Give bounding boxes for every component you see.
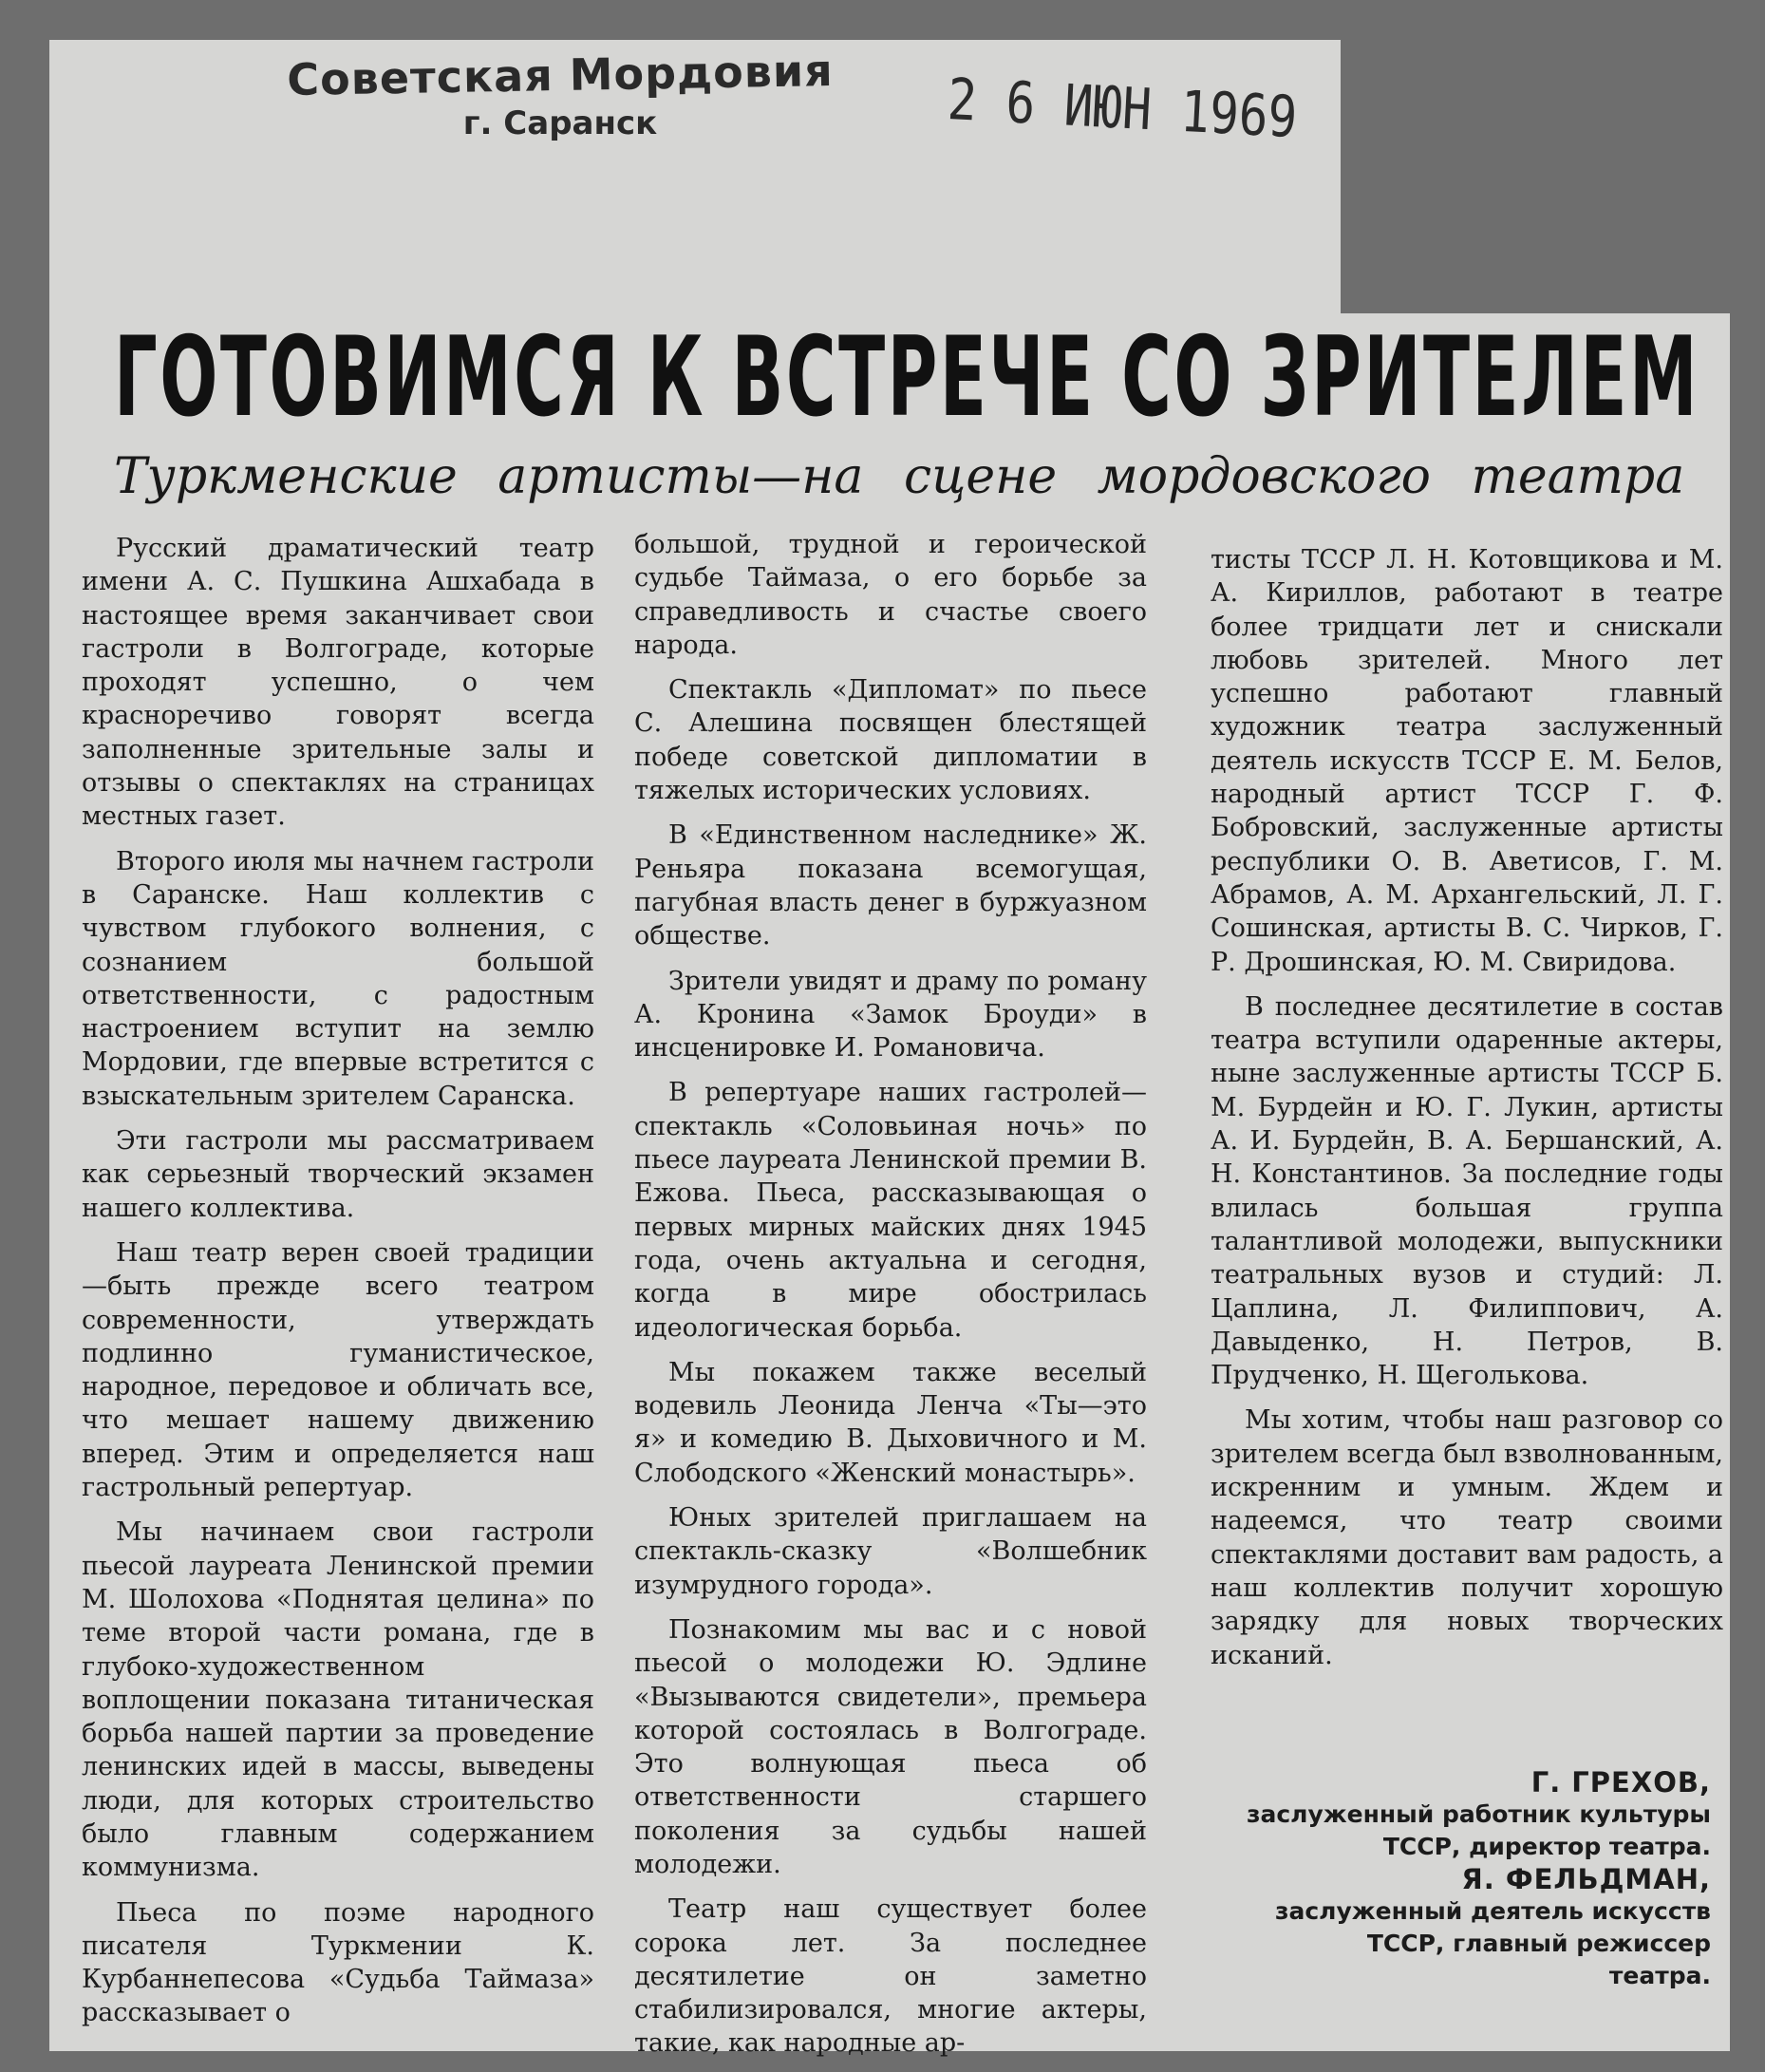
article-column-2 (634, 528, 1147, 2072)
paragraph: Русский драматический театр имени А. С. Пушкина Ашхабада в настоящее время заканчивает свои гастроли в Волгограде, которые проходят успешно, о чем красноречиво говорят всегда заполненные зрительные залы и отзывы о спектаклях на страницах местных газет. (82, 534, 594, 832)
paragraph: В «Единственном наследнике» Ж. Реньяра показана всемогущая, пагубная власть денег в буржуазном обществе. (634, 820, 1147, 951)
date-stamp: 2 6 ИЮН 1969 (946, 66, 1299, 152)
article-headline: ГОТОВИМСЯ К ВСТРЕЧЕ СО ЗРИТЕЛЕМ (114, 313, 1700, 442)
author-title: театра. (1608, 1962, 1711, 1989)
paragraph: Мы покажем также веселый водевиль Леонида Ленча «Ты—это я» и комедию В. Дыховичного и М. Слободского «Женский монастырь». (634, 1357, 1147, 1488)
newspaper-city: г. Саранск (462, 104, 658, 142)
paragraph: Театр наш существует более сорока лет. За последнее десятилетие он заметно стабилизировался, многие актеры, такие, как народные ар- (634, 1894, 1147, 2059)
paragraph: Зрители увидят и драму по роману А. Кронина «Замок Броуди» в инсценировке И. Романовича. (634, 966, 1147, 1064)
paragraph: Наш театр верен своей традиции—быть прежде всего театром современности, утверждать подлинно гуманистическое, народное, передовое и обличать все, что мешает нашему движению вперед. Этим и определяется наш гастрольный репертуар. (82, 1237, 594, 1503)
paragraph: Спектакль «Дипломат» по пьесе С. Алешина посвящен блестящей победе советской дипломатии в тяжелых исторических условиях. (634, 675, 1147, 806)
paragraph: тисты ТССР Л. Н. Котовщикова и М. А. Кириллов, работают в театре более тридцати лет и снискали любовь зрителей. Много лет успешно работают главный художник театра заслуженный деятель искусств ТССР Е. М. Белов, народный артист ТССР Г. Ф. Бобровский, заслуженные артисты республики О. В. Аветисов, Г. М. Абрамов, А. М. Архангельский, Л. Г. Сошинская, артисты В. С. Чирков, Г. Р. Дрошинская, Ю. М. Свиридова. (1211, 545, 1723, 977)
author-name: Г. ГРЕХОВ, (1530, 1766, 1711, 1799)
article-signature (1198, 1766, 1711, 1992)
article-column-3 (1211, 543, 1723, 1684)
author-title: ТССР, директор театра. (1382, 1833, 1711, 1860)
paragraph: большой, трудной и героической судьбе Таймаза, о его борьбе за справедливость и счастье своего народа. (634, 530, 1147, 660)
paragraph: Мы хотим, чтобы наш разговор со зрителем всегда был взволнованным, искренним и умным. Ждем и надеемся, что театр своими спектаклями доставит вам радость, а наш коллектив получит хорошую зарядку для новых творческих исканий. (1211, 1405, 1724, 1670)
paragraph: Мы начинаем свои гастроли пьесой лауреата Ленинской премии М. Шолохова «Поднятая целина» по теме второй части романа, где в глубоко-художественном воплощении показана титаническая борьба нашей партии за проведение ленинских идей в массы, выведены люди, для которых строительство было главным содержанием коммунизма. (82, 1517, 594, 1883)
author-name: Я. ФЕЛЬДМАН, (1461, 1863, 1711, 1895)
paragraph: В последнее десятилетие в состав театра вступили одаренные актеры, ныне заслуженные артисты ТССР Б. М. Бурдейн и Ю. Г. Лукин, артисты А. И. Бурдейн, В. А. Бершанский, А. Н. Константинов. За последние годы влилась большая группа талантливой молодежи, выпускники театральных вузов и студий: Л. Цаплина, Л. Филиппович, А. Давыденко, Н. Петров, В. Прудченко, Н. Щеголькова. (1211, 991, 1723, 1391)
paragraph: Познакомим мы вас и с новой пьесой о молодежи Ю. Эдлине «Вызываются свидетели», премьера которой состоялась в Волгограде. Это волнующая пьеса об ответственности старшего поколения за судьбы нашей молодежи. (634, 1614, 1147, 1879)
article-subheadline: Туркменские артисты—на сцене мордовского театра (114, 448, 1685, 505)
paragraph: Юных зрителей приглашаем на спектакль-сказку «Волшебник изумрудного города». (634, 1503, 1147, 1600)
paragraph: Второго июля мы начнем гастроли в Саранске. Наш коллектив с чувством глубокого волнения, с сознанием большой ответственности, с радостным настроением вступит на землю Мордовии, где впервые встретится с взыскательным зрителем Саранска. (82, 846, 594, 1111)
newspaper-name: Советская Мордовия (286, 44, 835, 106)
author-title: заслуженный деятель искусств (1274, 1897, 1711, 1925)
paragraph: Пьеса по поэме народного писателя Туркмении К. Курбаннепесова «Судьба Таймаза» рассказывает о (82, 1897, 594, 2028)
author-title: ТССР, главный режиссер (1366, 1930, 1711, 1957)
author-title: заслуженный работник культуры (1246, 1800, 1711, 1828)
paragraph: В репертуаре наших гастролей—спектакль «Соловьиная ночь» по пьесе лауреата Ленинской премии В. Ежова. Пьеса, рассказывающая о первых мирных майских днях 1945 года, очень актуальна и сегодня, когда в мире обострилась идеологическая борьба. (634, 1078, 1147, 1343)
newspaper-masthead (275, 44, 845, 142)
paragraph: Эти гастроли мы рассматриваем как серьезный творческий экзамен нашего коллектива. (82, 1126, 594, 1223)
article-column-1 (82, 532, 594, 2042)
